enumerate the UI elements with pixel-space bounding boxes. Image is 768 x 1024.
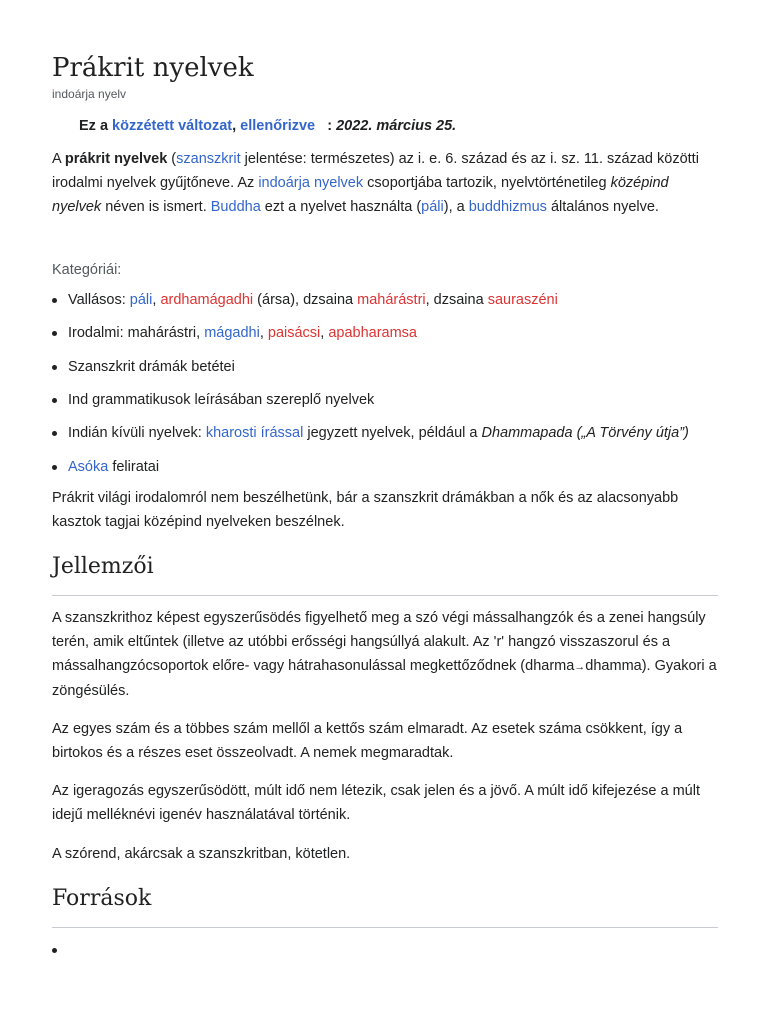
revision-comma: ,	[232, 118, 237, 134]
intro-text: (	[167, 151, 177, 167]
bullet-dot	[52, 431, 57, 436]
list-item	[52, 390, 718, 410]
item-text: jegyzett nyelvek, például a	[303, 425, 482, 441]
bullet-dot	[52, 948, 57, 953]
item-text: (ársa), dzsaina	[253, 292, 358, 308]
categories-list	[52, 357, 718, 377]
page-title: Prákrit nyelvek	[52, 53, 254, 83]
categories-label: Kategóriái:	[52, 262, 122, 278]
page-subtitle: indoárja nyelv	[52, 87, 127, 101]
bullet-dot	[52, 465, 57, 470]
link-buddhizmus[interactable]: buddhizmus	[468, 199, 547, 215]
link-kharosti-irassal[interactable]: kharosti írással	[205, 425, 304, 441]
intro-text: ezt a nyelvet használta (	[260, 199, 422, 215]
revision-notice	[79, 116, 456, 136]
intro-bold-term: prákrit nyelvek	[64, 151, 168, 167]
link-buddha[interactable]: Buddha	[210, 199, 261, 215]
item-text: Irodalmi: mahárástri,	[68, 325, 205, 341]
redlink-maharastri[interactable]: mahárástri	[357, 292, 426, 308]
list-item	[52, 357, 718, 377]
section-heading-forrasok: Források	[52, 886, 152, 911]
heading-divider	[52, 927, 718, 928]
list-item	[52, 457, 718, 477]
link-asoka[interactable]: Asóka	[68, 459, 109, 475]
published-version-link[interactable]: közzétett változat	[112, 118, 233, 134]
bullet-dot	[52, 331, 57, 336]
revision-colon: :	[327, 118, 333, 134]
arrow-glyph: →	[574, 661, 586, 673]
heading-divider	[52, 595, 718, 596]
bullet-dot	[52, 298, 57, 303]
paragraph	[52, 606, 718, 703]
categories-list	[52, 423, 718, 443]
intro-italic-term: középind nyelvek	[52, 175, 669, 215]
item-text: ,	[259, 325, 268, 341]
categories-list	[52, 290, 718, 310]
link-szanszkrit[interactable]: szanszkrit	[176, 151, 241, 167]
sources-list	[52, 940, 718, 960]
link-indoarja-nyelvek[interactable]: indoárja nyelvek	[258, 175, 364, 191]
paragraph: A szórend, akárcsak a szanszkritban, kötetlen.	[52, 846, 351, 862]
intro-text: jelentése: természetes) az i. e. 6. század és az i. sz. 11. század közötti irodalmi nyelvek gyűjtőneve. Az	[52, 151, 699, 191]
paragraph: Az egyes szám és a többes szám mellől a kettős szám elmaradt. Az esetek száma csökkent, így a birtokos és a részes eset összeolvadt. A nemek megmaradtak.	[52, 721, 683, 761]
bullet-dot	[52, 398, 57, 403]
item-text: Vallásos:	[68, 292, 130, 308]
link-magadhi[interactable]: mágadhi	[204, 325, 260, 341]
item-text: feliratai	[108, 459, 160, 475]
bullet-dot	[52, 365, 57, 370]
paragraph-text: A szanszkrithoz képest egyszerűsödés figyelhető meg a szó végi mássalhangzók és a zenei hangsúly terén, amik eltűntek (illetve az utóbbi erősségi hangsúllyá alakult. Az 'r' hangzó visszaszorul és a mássalhangzócsoportok előre- vagy hátrahasonulással megkettőződnek (dharma	[52, 610, 706, 674]
list-item	[52, 423, 718, 443]
revision-date: 2022. március 25.	[336, 118, 457, 134]
item-text: Szanszkrit drámák betétei	[68, 359, 235, 375]
redlink-sauraszeni[interactable]: sauraszéni	[487, 292, 558, 308]
paragraph: Az igeragozás egyszerűsödött, múlt idő nem létezik, csak jelen és a jövő. A múlt idő kifejezése a múlt idejű melléknévi igenév használatával történik.	[52, 783, 700, 823]
item-text: Indián kívüli nyelvek:	[68, 425, 206, 441]
redlink-apabharamsa[interactable]: apabharamsa	[328, 325, 417, 341]
intro-text: néven is ismert.	[101, 199, 211, 215]
revision-prefix: Ez a	[79, 118, 109, 134]
categories-list	[52, 457, 718, 477]
item-text: ,	[320, 325, 329, 341]
list-item	[52, 940, 718, 960]
intro-text: A	[52, 151, 65, 167]
link-pali[interactable]: páli	[421, 199, 444, 215]
categories-list	[52, 390, 718, 410]
list-item	[52, 290, 718, 310]
item-text: ,	[152, 292, 161, 308]
intro-paragraph	[52, 147, 718, 219]
paragraph: Prákrit világi irodalomról nem beszélhetünk, bár a szanszkrit drámákban a nők és az alacsonyabb kasztok tagjai középind nyelveken beszélnek.	[52, 490, 679, 530]
intro-text: általános nyelve.	[546, 199, 659, 215]
item-text: , dzsaina	[425, 292, 488, 308]
paragraph-text: dhamma). Gyakori a zöngésülés.	[52, 658, 717, 699]
checked-link[interactable]: ellenőrizve	[240, 118, 316, 134]
intro-text: csoportjába tartozik, nyelvtörténetileg	[363, 175, 611, 191]
redlink-ardhamagadhi[interactable]: ardhamágadhi	[160, 292, 254, 308]
item-italic: Dhammapada („A Törvény útja”)	[481, 425, 689, 441]
item-text: Ind grammatikusok leírásában szereplő nyelvek	[68, 392, 375, 408]
list-item	[52, 323, 718, 343]
section-heading-jellemzoi: Jellemzői	[52, 554, 154, 579]
redlink-paisacsi[interactable]: paisácsi	[267, 325, 321, 341]
intro-text: ), a	[443, 199, 469, 215]
link-pali[interactable]: páli	[129, 292, 153, 308]
categories-list	[52, 323, 718, 343]
